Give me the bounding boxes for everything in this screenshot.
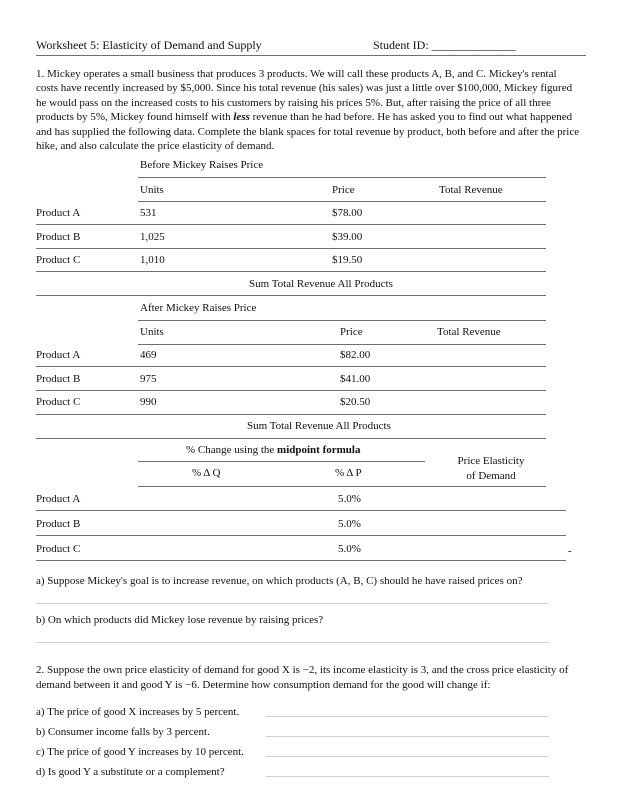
- sum-rule: [36, 295, 546, 296]
- dp-header: % Δ P: [335, 467, 362, 479]
- q2-intro: 2. Suppose the own price elasticity of demand for good X is −2, its income elasticity is 3, and the cross price elasticity of demand between it and good Y is −6. Determine how consumption demand for the good will change if:: [36, 664, 569, 691]
- change-table-title: % Change using the midpoint formula: [186, 444, 361, 456]
- question-a: a) Suppose Mickey's goal is to increase revenue, on which products (A, B, C) should he have raised prices on?: [36, 575, 523, 587]
- before-row-units: 1,025: [140, 231, 165, 243]
- q2-item-d: d) Is good Y a substitute or a complement?: [36, 766, 225, 778]
- after-row-product: Product B: [36, 373, 81, 385]
- row-rule: [36, 510, 566, 511]
- before-row-product: Product C: [36, 254, 81, 266]
- before-row-price: $39.00: [332, 231, 363, 243]
- answer-line-2a[interactable]: [266, 716, 549, 717]
- q2-item-b: b) Consumer income falls by 3 percent.: [36, 726, 210, 738]
- worksheet-title: Worksheet 5: Elasticity of Demand and Supply: [36, 38, 262, 52]
- before-title-rule: [138, 177, 546, 178]
- before-price-header: Price: [332, 184, 355, 196]
- before-row-price: $78.00: [332, 207, 363, 219]
- stray-dash-mark: -: [568, 545, 572, 557]
- before-header-rule: [138, 201, 546, 202]
- row-rule: [36, 366, 546, 367]
- after-table-title: After Mickey Raises Price: [140, 302, 257, 314]
- before-row-product: Product A: [36, 207, 81, 219]
- change-title-rule: [138, 461, 425, 462]
- after-row-units: 975: [140, 373, 157, 385]
- row-rule: [36, 535, 566, 536]
- before-sum-label: Sum Total Revenue All Products: [249, 278, 393, 290]
- change-row-product: Product A: [36, 493, 81, 505]
- before-revenue-header: Total Revenue: [439, 184, 503, 196]
- change-row-product: Product B: [36, 518, 81, 530]
- q2-item-a: a) The price of good X increases by 5 percent.: [36, 706, 240, 718]
- answer-line-b[interactable]: [36, 642, 549, 643]
- row-rule: [36, 271, 546, 272]
- before-table-title: Before Mickey Raises Price: [140, 159, 264, 171]
- dq-header: % Δ Q: [192, 467, 221, 479]
- row-rule: [36, 414, 546, 415]
- after-sum-label: Sum Total Revenue All Products: [247, 420, 391, 432]
- elasticity-header: Price Elasticity of Demand: [457, 455, 525, 482]
- change-row-product: Product C: [36, 543, 81, 555]
- change-row-dp: 5.0%: [338, 543, 361, 555]
- after-row-units: 469: [140, 349, 157, 361]
- after-title-rule: [138, 320, 546, 321]
- before-row-units: 1,010: [140, 254, 165, 266]
- question-b: b) On which products did Mickey lose revenue by raising prices?: [36, 614, 324, 626]
- after-header-rule: [138, 344, 546, 345]
- after-revenue-header: Total Revenue: [437, 326, 501, 338]
- change-header-rule: [138, 486, 546, 487]
- answer-line-a[interactable]: [36, 603, 549, 604]
- before-units-header: Units: [140, 184, 164, 196]
- change-row-dp: 5.0%: [338, 518, 361, 530]
- q1-intro: 1. Mickey operates a small business that produces 3 products. We will call these products A, B, and C. Mickey's rental costs have recently increased by $5,000. Since his total revenue (his sales) was just a little over $100,000, Mickey figured he would pass on the increased costs to his customers by raising his prices 5%. But, after raising the price of all three products by 5%, Mickey found himself with less revenue than he had before. He has asked you to find out what happened and has supplied the following data. Complete the blank spaces for total revenue by product, both before and after the price hike, and also calculate the price elasticity of demand.: [36, 68, 580, 153]
- row-rule: [36, 390, 546, 391]
- row-rule: [36, 248, 546, 249]
- row-rule: [36, 560, 566, 561]
- before-row-price: $19.50: [332, 254, 363, 266]
- after-row-units: 990: [140, 396, 157, 408]
- after-row-price: $41.00: [340, 373, 371, 385]
- after-units-header: Units: [140, 326, 164, 338]
- q2-item-c: c) The price of good Y increases by 10 percent.: [36, 746, 244, 758]
- student-id-label: Student ID: ______________: [373, 38, 516, 52]
- change-row-dp: 5.0%: [338, 493, 361, 505]
- after-row-price: $82.00: [340, 349, 371, 361]
- sum-rule: [36, 438, 546, 439]
- header-rule: [36, 55, 586, 56]
- after-row-price: $20.50: [340, 396, 371, 408]
- answer-line-2c[interactable]: [266, 756, 549, 757]
- before-row-units: 531: [140, 207, 157, 219]
- row-rule: [36, 224, 546, 225]
- before-row-product: Product B: [36, 231, 81, 243]
- answer-line-2b[interactable]: [266, 736, 549, 737]
- after-row-product: Product C: [36, 396, 81, 408]
- after-price-header: Price: [340, 326, 363, 338]
- after-row-product: Product A: [36, 349, 81, 361]
- answer-line-2d[interactable]: [266, 776, 549, 777]
